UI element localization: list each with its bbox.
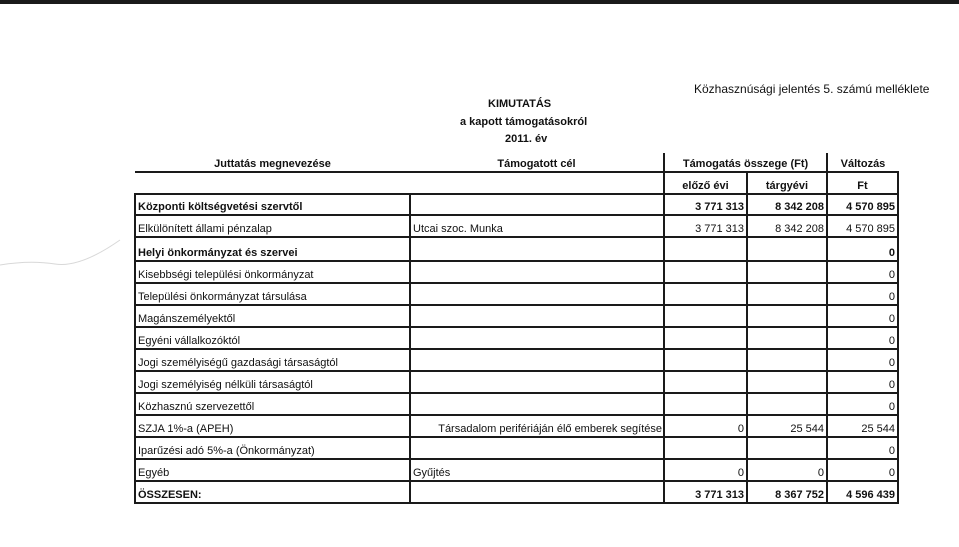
annex-note: Közhasznúsági jelentés 5. számú melléklete — [694, 82, 930, 96]
row-prev-year: 3 771 313 — [664, 215, 747, 237]
scan-artifact-curve — [0, 220, 140, 280]
row-change: 0 — [827, 261, 898, 283]
row-purpose — [410, 349, 664, 371]
row-current-year — [747, 327, 827, 349]
row-name: Központi költségvetési szervtől — [135, 194, 410, 215]
row-current-year — [747, 261, 827, 283]
table-row — [135, 393, 898, 415]
row-change: 0 — [827, 371, 898, 393]
row-purpose — [410, 437, 664, 459]
row-purpose — [410, 283, 664, 305]
row-prev-year — [664, 349, 747, 371]
header-current-year: tárgyévi — [747, 172, 827, 194]
table-row — [135, 371, 898, 393]
row-current-year: 8 342 208 — [747, 194, 827, 215]
header-spacer-1 — [135, 172, 410, 194]
row-prev-year — [664, 371, 747, 393]
row-prev-year — [664, 261, 747, 283]
row-purpose — [410, 393, 664, 415]
row-change: 4 570 895 — [827, 194, 898, 215]
row-change: 0 — [827, 327, 898, 349]
table-row — [135, 261, 898, 283]
row-prev-year — [664, 237, 747, 261]
header-row-1 — [135, 153, 898, 172]
row-current-year — [747, 437, 827, 459]
row-name: Jogi személyiségű gazdasági társaságtól — [135, 349, 410, 371]
table-row — [135, 194, 898, 215]
row-change: 0 — [827, 349, 898, 371]
table-row — [135, 215, 898, 237]
row-change: 25 544 — [827, 415, 898, 437]
table-row — [135, 327, 898, 349]
row-current-year — [747, 349, 827, 371]
row-current-year: 8 342 208 — [747, 215, 827, 237]
row-prev-year: 0 — [664, 459, 747, 481]
row-change: 0 — [827, 305, 898, 327]
header-source: Juttatás megnevezése — [135, 153, 410, 172]
support-table — [134, 153, 899, 504]
row-name: Települési önkormányzat társulása — [135, 283, 410, 305]
row-purpose — [410, 481, 664, 503]
table-row — [135, 459, 898, 481]
row-name: ÖSSZESEN: — [135, 481, 410, 503]
row-name: Egyéni vállalkozóktól — [135, 327, 410, 349]
row-current-year: 25 544 — [747, 415, 827, 437]
row-name: Iparűzési adó 5%-a (Önkormányzat) — [135, 437, 410, 459]
row-change: 4 596 439 — [827, 481, 898, 503]
row-name: SZJA 1%-a (APEH) — [135, 415, 410, 437]
row-name: Jogi személyiség nélküli társaságtól — [135, 371, 410, 393]
header-purpose: Támogatott cél — [410, 153, 664, 172]
row-prev-year: 0 — [664, 415, 747, 437]
row-purpose — [410, 194, 664, 215]
row-current-year — [747, 283, 827, 305]
row-purpose: Gyűjtés — [410, 459, 664, 481]
table-row — [135, 415, 898, 437]
header-currency: Ft — [827, 172, 898, 194]
header-amount-group: Támogatás összege (Ft) — [664, 153, 827, 172]
row-current-year — [747, 371, 827, 393]
row-change: 0 — [827, 459, 898, 481]
row-prev-year — [664, 327, 747, 349]
row-name: Kisebbségi települési önkormányzat — [135, 261, 410, 283]
document-year: 2011. év — [505, 133, 548, 145]
row-prev-year: 3 771 313 — [664, 194, 747, 215]
header-prev-year: előző évi — [664, 172, 747, 194]
row-prev-year — [664, 283, 747, 305]
table-row — [135, 237, 898, 261]
row-name: Magánszemélyektől — [135, 305, 410, 327]
document-subtitle: a kapott támogatásokról — [460, 116, 588, 128]
row-prev-year — [664, 437, 747, 459]
row-prev-year — [664, 393, 747, 415]
row-current-year — [747, 237, 827, 261]
scan-top-edge — [0, 0, 959, 4]
row-current-year: 0 — [747, 459, 827, 481]
row-name: Egyéb — [135, 459, 410, 481]
header-spacer-2 — [410, 172, 664, 194]
row-purpose — [410, 305, 664, 327]
row-current-year — [747, 305, 827, 327]
row-purpose — [410, 371, 664, 393]
header-row-2 — [135, 172, 898, 194]
table-row — [135, 283, 898, 305]
row-purpose — [410, 261, 664, 283]
table-row — [135, 305, 898, 327]
row-prev-year — [664, 305, 747, 327]
row-name: Elkülönített állami pénzalap — [135, 215, 410, 237]
row-purpose: Utcai szoc. Munka — [410, 215, 664, 237]
row-change: 0 — [827, 237, 898, 261]
document-title: KIMUTATÁS — [488, 98, 552, 110]
table-row — [135, 437, 898, 459]
table-row — [135, 481, 898, 503]
row-purpose: Társadalom perifériáján élő emberek segítése — [410, 415, 664, 437]
row-change: 0 — [827, 437, 898, 459]
header-change: Változás — [827, 153, 898, 172]
row-change: 0 — [827, 393, 898, 415]
table-row — [135, 349, 898, 371]
row-current-year: 8 367 752 — [747, 481, 827, 503]
row-current-year — [747, 393, 827, 415]
row-change: 4 570 895 — [827, 215, 898, 237]
row-purpose — [410, 237, 664, 261]
row-name: Helyi önkormányzat és szervei — [135, 237, 410, 261]
row-change: 0 — [827, 283, 898, 305]
row-name: Közhasznú szervezettől — [135, 393, 410, 415]
row-prev-year: 3 771 313 — [664, 481, 747, 503]
row-purpose — [410, 327, 664, 349]
